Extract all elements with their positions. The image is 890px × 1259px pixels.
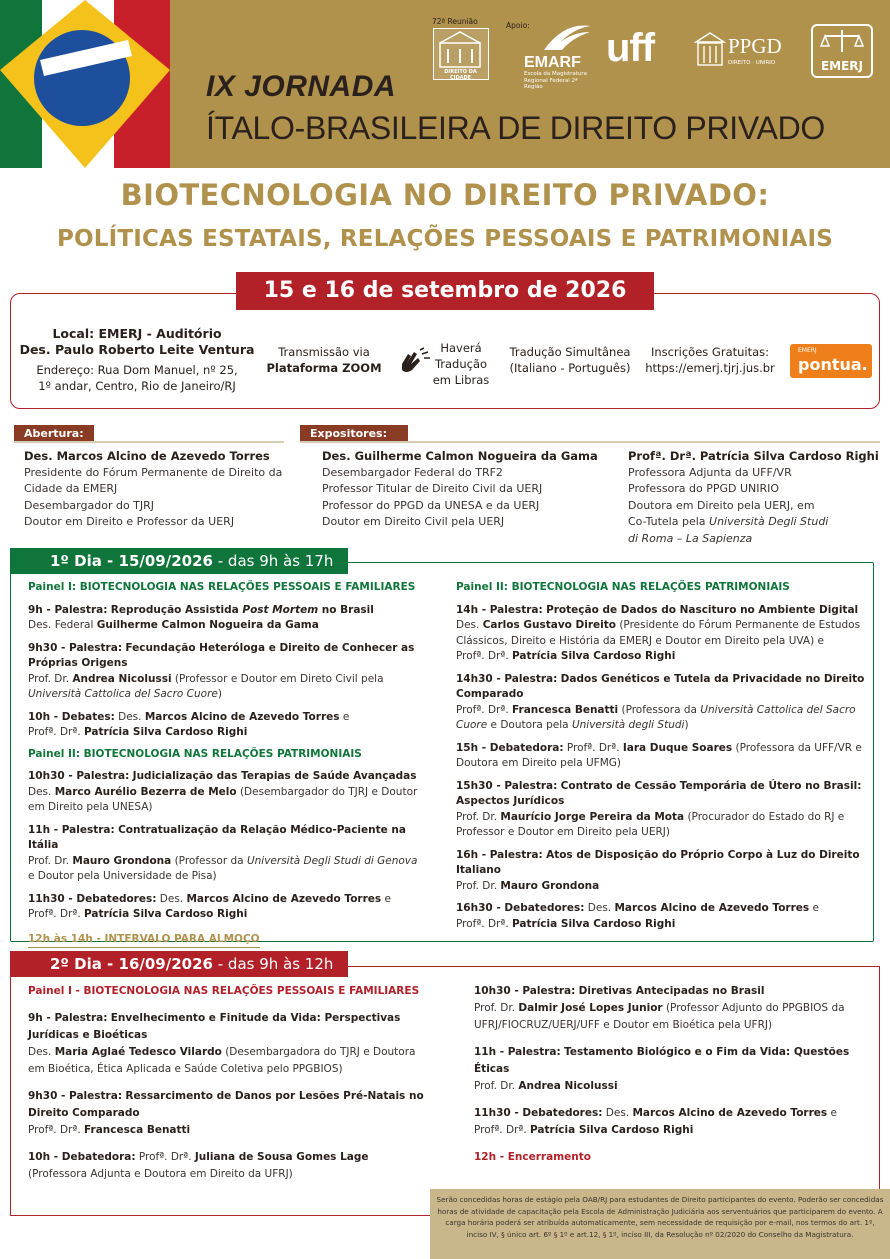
expositor-line: Professora do PPGD UNIRIO: [628, 482, 780, 495]
forum-direito-cidade-logo: [433, 28, 489, 80]
session-time: 15h30 - Palestra:: [456, 779, 558, 792]
speaker-prefix: Profª. Drª.: [474, 1124, 531, 1136]
session-item: [456, 741, 866, 772]
speaker-prefix: Des.: [28, 1046, 55, 1058]
session-time: 16h30 - Debatedores:: [456, 902, 585, 914]
session-title: Atos de Disposição do Próprio Corpo à Luz do Direito Italiano: [456, 848, 860, 876]
speaker-name: Patrícia Silva Cardoso Righi: [512, 917, 676, 930]
session-item: [28, 1088, 424, 1139]
speaker-desc-italic: Università Cattolica del Sacro Cuore: [456, 703, 856, 731]
inscricoes-line1: Inscrições Gratuitas:: [650, 345, 770, 359]
day2-right-column: [474, 983, 866, 1166]
speaker-prefix: Prof. Dr.: [456, 879, 501, 892]
speaker-prefix: Des.: [602, 1107, 633, 1119]
transmissao-line1: Transmissão via: [278, 345, 370, 359]
expositor-line-a: Co-Tutela pela: [628, 515, 706, 528]
emerj-logo: [811, 24, 873, 78]
encerramento-label: 12h - Encerramento: [474, 1151, 591, 1163]
expositor-line: Professora Adjunta da UFF/VR: [628, 465, 792, 479]
traducao-info: [504, 344, 636, 376]
speaker-prefix: Profª. Drª.: [563, 741, 623, 754]
speaker-desc: e: [339, 710, 350, 723]
emarf-logo-sub2: Regional Federal 2ª Região: [524, 77, 578, 90]
speaker-name: Andrea Nicolussi: [72, 672, 172, 685]
session-item: [28, 603, 424, 634]
speaker-name: Guilherme Calmon Nogueira da Gama: [96, 619, 319, 631]
ppgd-logo: [694, 30, 796, 74]
expositor-line: Doutora em Direito pela UERJ, em: [628, 498, 815, 512]
apoio-label: Apoio:: [506, 21, 530, 30]
session-item: [28, 823, 424, 885]
speaker-prefix: Prof. Dr.: [474, 1002, 519, 1014]
expositor-righi: [628, 448, 888, 547]
speaker-desc: e: [381, 892, 391, 905]
speaker-name: Marcos Alcino de Azevedo Torres: [614, 902, 810, 914]
session-item: [456, 603, 866, 665]
painel-title: Painel I - BIOTECNOLOGIA NAS RELAÇÕES PESSOAIS E FAMILIARES: [28, 985, 420, 997]
speaker-desc: (Desembargador do TJRJ e Doutor em Direito pela UNESA): [28, 785, 418, 813]
session-item: [456, 672, 866, 734]
pontua-text: pontua.: [798, 355, 868, 374]
traducao-line1: Tradução Simultânea: [509, 345, 631, 359]
session-title: Contratualização da Relação Médico-Paciente na Itália: [28, 823, 406, 851]
speaker-prefix: Des.: [456, 619, 483, 631]
endereco-line1: Endereço: Rua Dom Manuel, nº 25,: [36, 363, 238, 377]
speaker-name: Marcos Alcino de Azevedo Torres: [144, 710, 340, 723]
session-item: [28, 641, 424, 703]
speaker-name: Marcos Alcino de Azevedo Torres: [186, 892, 382, 905]
speaker-name: Andrea Nicolussi: [518, 1080, 618, 1092]
emerj-logo-text: EMERJ: [820, 59, 864, 73]
session-title: Fecundação Heteróloga e Direito de Conhecer as Próprias Origens: [28, 641, 415, 669]
speaker-prefix: Profª. Drª.: [456, 650, 513, 662]
session-title: Testamento Biológico e o Fim da Vida: Questões Éticas: [474, 1046, 850, 1075]
event-title-line2: POLÍTICAS ESTATAIS, RELAÇÕES PESSOAIS E PATRIMONIAIS: [56, 226, 833, 252]
day1-tab: [10, 548, 348, 574]
session-item: [28, 710, 424, 741]
abertura-divider: [14, 441, 284, 443]
expositor-line: Doutor em Direito Civil pela UERJ: [322, 515, 505, 528]
ppgd-logo-sub: DIREITO · UNIRIO: [728, 60, 776, 66]
session-time: 9h30 - Palestra:: [28, 641, 123, 654]
speaker-desc: (Professora da: [618, 703, 701, 716]
local-line2: Des. Paulo Roberto Leite Ventura: [19, 342, 255, 357]
speaker-prefix: Profª. Drª.: [456, 917, 513, 930]
speaker-name: Carlos Gustavo Direito: [482, 619, 616, 631]
expositores-tab: Expositores:: [300, 425, 408, 443]
session-title: Contrato de Cessão Temporária de Útero no Brasil: Aspectos Jurídicos: [456, 779, 862, 807]
traducao-line2: (Italiano - Português): [509, 361, 631, 375]
session-time: 11h - Palestra:: [28, 823, 115, 836]
speaker-prefix: Profª. Drª.: [456, 703, 513, 716]
session-item: [28, 892, 424, 923]
expositor-gama: [322, 448, 622, 531]
speaker-name: Patrícia Silva Cardoso Righi: [84, 908, 248, 920]
speaker-prefix: Prof. Dr.: [456, 810, 501, 823]
session-time: 11h - Palestra:: [474, 1046, 561, 1058]
day2-hours: - das 9h às 12h: [212, 955, 334, 973]
session-item: [474, 983, 866, 1034]
speaker-name: Patrícia Silva Cardoso Righi: [84, 726, 248, 738]
session-time: 9h - Palestra:: [28, 1012, 108, 1024]
abertura-tab: Abertura:: [14, 425, 94, 443]
expositor-line: Desembargador Federal do TRF2: [322, 465, 503, 479]
session-time: 10h - Debatedora:: [28, 1151, 136, 1163]
speaker-desc: (Professor Adjunto do PPGBIOS da UFRJ/FIOCRUZ/UERJ/UFF e Doutor em Bioética pela UFRJ): [474, 1002, 845, 1031]
speaker-desc: (Professor da: [171, 854, 247, 867]
session-title: Proteção de Dados do Nascituro no Ambiente Digital: [546, 603, 859, 616]
session-item: [474, 1105, 866, 1139]
session-time: 10h30 - Palestra:: [474, 985, 576, 997]
session-item: [456, 848, 866, 895]
date-banner: 15 e 16 de setembro de 2026: [236, 272, 654, 310]
transmissao-info: [256, 344, 392, 376]
session-title: Diretivas Antecipadas no Brasil: [578, 985, 765, 997]
session-time: 16h - Palestra:: [456, 848, 543, 861]
expositor-line: [628, 514, 888, 531]
session-item: [28, 1010, 424, 1078]
inscricoes-link[interactable]: https://emerj.tjrj.jus.br: [645, 361, 775, 375]
session-time: 14h - Palestra:: [456, 603, 543, 616]
session-time: 15h - Debatedora:: [456, 741, 564, 754]
session-title: Envelhecimento e Finitude da Vida: Perspectivas Jurídicas e Bioéticas: [28, 1012, 401, 1041]
speaker-prefix: Profª. Drª.: [135, 1151, 195, 1163]
speaker-desc: e Doutora pela: [487, 719, 572, 731]
session-item: [28, 1149, 424, 1183]
abertura-line: Cidade da EMERJ: [24, 482, 118, 495]
speaker-name: Francesca Benatti: [84, 1124, 191, 1136]
session-title: Reprodução Assistida: [110, 603, 243, 616]
expositor-line: Professor do PPGD da UNESA e da UERJ: [322, 498, 540, 512]
speaker-desc-italic: Università degli Studi: [571, 719, 685, 731]
libras-line2: Tradução: [434, 357, 488, 371]
painel-title: Painel I: BIOTECNOLOGIA NAS RELAÇÕES PESSOAIS E FAMILIARES: [28, 581, 416, 593]
day2-left-column: [28, 983, 424, 1183]
speaker-prefix: Prof. Dr.: [28, 854, 73, 867]
abertura-name: Des. Marcos Alcino de Azevedo Torres: [24, 449, 270, 463]
emarf-logo-text: EMARF: [524, 54, 581, 71]
speaker-name: Iara Duque Soares: [622, 741, 733, 754]
speaker-prefix: Profª. Drª.: [28, 908, 85, 920]
day1-right-column: [456, 580, 866, 932]
speaker-desc: e: [809, 902, 819, 914]
session-time: 11h30 - Debatedores:: [28, 892, 157, 905]
speaker-name: Marco Aurélio Bezerra de Melo: [54, 785, 237, 798]
day1-hours: - das 9h às 17h: [212, 552, 334, 570]
session-item: [456, 779, 866, 841]
speaker-prefix: Profª. Drª.: [28, 1124, 85, 1136]
session-title: Dados Genéticos e Tutela da Privacidade no Direito Comparado: [456, 672, 865, 700]
session-time: 14h30 - Palestra:: [456, 672, 558, 685]
speaker-name: Marcos Alcino de Azevedo Torres: [632, 1107, 828, 1119]
intervalo-label: 12h às 14h - INTERVALO PARA ALMOÇO: [28, 932, 260, 949]
emarf-logo: [524, 22, 596, 90]
speaker-prefix: Des. Federal: [28, 619, 97, 631]
session-title: Ressarcimento de Danos por Lesões Pré-Natais no Direito Comparado: [28, 1090, 424, 1119]
speaker-desc-italic: Università Cattolica del Sacro Cuore: [28, 688, 218, 700]
forum-logo-text: DIREITO DA CIDADE: [444, 69, 477, 81]
session-item: [28, 769, 424, 816]
brazil-flag-emblem: [0, 0, 170, 168]
painel-title: Painel II: BIOTECNOLOGIA NAS RELAÇÕES PATRIMONIAIS: [456, 581, 790, 593]
pontua-small-text: EMERJ: [798, 347, 817, 354]
speaker-desc: (Professora Adjunta e Doutora em Direito da UFRJ): [28, 1168, 293, 1180]
day1-left-column: [28, 580, 424, 948]
speaker-name: Mauro Grondona: [72, 854, 172, 867]
libras-line1: Haverá: [440, 341, 482, 355]
painel-title: Painel II: BIOTECNOLOGIA NAS RELAÇÕES PATRIMONIAIS: [28, 747, 362, 760]
event-title-line1: BIOTECNOLOGIA NO DIREITO PRIVADO:: [120, 178, 770, 212]
session-time: 11h30 - Debatedores:: [474, 1107, 603, 1119]
emerj-pontua-logo: [790, 344, 872, 378]
session-item: [474, 1044, 866, 1095]
speaker-name: Patrícia Silva Cardoso Righi: [512, 650, 676, 662]
speaker-desc: (Procurador do Estado do RJ e Professor e Doutor em Direito pela UERJ): [456, 810, 845, 838]
speaker-desc: (Presidente do Fórum Permanente de Estudos Clássicos, Direito e História da EMERJ e Doutor em Direito pela UVA) e: [456, 619, 861, 647]
speaker-name: Mauro Grondona: [500, 879, 600, 892]
session-time: 9h30 - Palestra:: [28, 1090, 123, 1102]
libras-info: [428, 340, 494, 388]
speaker-prefix: Des.: [28, 785, 55, 798]
speaker-desc: ): [684, 719, 689, 731]
speaker-desc-italic: Università Degli Studi di Genova: [246, 854, 418, 867]
session-title-italic: Post Mortem: [242, 603, 319, 616]
speaker-name: Juliana de Sousa Gomes Lage: [194, 1151, 369, 1163]
session-time: 10h30 - Palestra:: [28, 770, 130, 782]
abertura-line: Doutor em Direito e Professor da UERJ: [24, 515, 235, 528]
reuniao-label: 72ª Reunião: [432, 17, 478, 26]
expositor-name: Des. Guilherme Calmon Nogueira da Gama: [322, 449, 598, 463]
day2-tab: [10, 951, 348, 977]
speaker-desc: (Professor e Doutor em Direto Civil pela: [171, 672, 384, 685]
speaker-prefix: Prof. Dr.: [474, 1080, 519, 1092]
speaker-name: Maria Aglaé Tedesco Vilardo: [54, 1046, 222, 1058]
session-title: no Brasil: [318, 603, 374, 616]
speaker-name: Francesca Benatti: [512, 703, 619, 716]
uff-logo: uff: [606, 26, 655, 70]
speaker-name: Maurício Jorge Pereira da Mota: [500, 810, 685, 823]
libras-hands-icon: [398, 346, 432, 376]
expositores-divider: [300, 441, 880, 443]
speaker-prefix: Des.: [584, 902, 615, 914]
speaker-prefix: Des.: [114, 710, 145, 723]
expositor-line: Professor Titular de Direito Civil da UERJ: [322, 482, 543, 495]
speaker-prefix: Profª. Drª.: [28, 726, 85, 738]
expositor-line: [628, 531, 888, 548]
endereco-line2: 1º andar, Centro, Rio de Janeiro/RJ: [38, 379, 236, 393]
abertura-line: Presidente do Fórum Permanente de Direito da: [24, 465, 283, 479]
speaker-prefix: Des.: [156, 892, 187, 905]
speaker-desc: ): [217, 688, 222, 700]
local-info: [18, 326, 256, 394]
session-title: Judicialização das Terapias de Saúde Avançadas: [132, 770, 417, 782]
local-line1: Local: EMERJ - Auditório: [52, 326, 222, 341]
jornada-name: ÍTALO-BRASILEIRA DE DIREITO PRIVADO: [206, 110, 825, 146]
inscricoes-info: [644, 344, 776, 376]
day2-label: 2º Dia - 16/09/2026: [50, 955, 213, 973]
session-time: 10h - Debates:: [28, 710, 115, 723]
expositor-name: Profª. Drª. Patrícia Silva Cardoso Righi: [628, 449, 879, 463]
abertura-line: Desembargador do TJRJ: [24, 498, 155, 512]
session-time: 9h - Palestra:: [28, 603, 108, 616]
speaker-desc: e: [827, 1107, 837, 1119]
expositor-line-italic: di Roma – La Sapienza: [628, 531, 753, 545]
ppgd-logo-text: PPGD: [728, 34, 782, 58]
footnote: Serão concedidas horas de estágio pela OAB/RJ para estudantes de Direito participantes do evento. Poderão ser concedidas horas de atividade de capacitação pela Escola de Administração Judiciária aos serventuários que participarem do evento. A carga horária poderá ser atribuída automaticamente, sem necessidade de requisição por e-mail, nos termos do art. 1º, inciso IV, § único art. 6º § 1º e art.12, § 1º, inciso III, da Resolução nº 02/2020 do Conselho da Magistratura.: [430, 1189, 890, 1259]
session-item: [456, 901, 866, 932]
speaker-prefix: Prof. Dr.: [28, 672, 73, 685]
abertura-person: [24, 448, 294, 531]
speaker-desc: e Doutor pela Universidade de Pisa): [28, 870, 217, 882]
speaker-desc: (Professora da UFF/VR e Doutora em Direito pela UFMG): [456, 741, 862, 769]
speaker-name: Dalmir José Lopes Junior: [518, 1002, 663, 1014]
day1-label: 1º Dia - 15/09/2026: [50, 552, 213, 570]
libras-line3: em Libras: [432, 373, 490, 387]
speaker-name: Patrícia Silva Cardoso Righi: [530, 1124, 694, 1136]
expositor-line-italic: Università Degli Studi: [709, 515, 829, 528]
transmissao-line2: Plataforma ZOOM: [266, 361, 382, 375]
emarf-logo-sub1: Escola da Magistratura: [524, 71, 588, 77]
speaker-desc: (Desembargadora do TJRJ e Doutora em Bioética, Ética Aplicada e Saúde Coletiva pelo PPGBIOS): [28, 1046, 416, 1075]
jornada-number: IX JORNADA: [206, 70, 397, 103]
